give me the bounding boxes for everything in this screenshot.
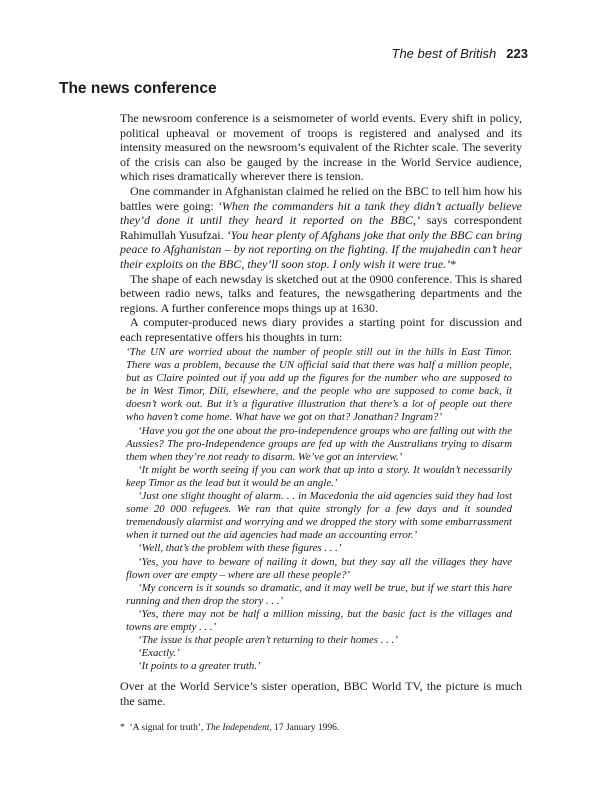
paragraph: The newsroom conference is a seismometer of world events. Every shift in policy, political upheaval or movement of troops is registered and analysed and its intensity measured on the newsroom’s equivalent of the Richter scale. The severity of the crisis can also be gauged by the increase in the World Service audience, which rises dramatically wherever there is tension. xyxy=(120,111,522,184)
quote-line: ‘It points to a greater truth.’ xyxy=(138,660,261,673)
quote-line: ‘Well, that’s the problem with these figures . . .’ xyxy=(138,542,342,555)
quote-line: ‘Yes, you have to beware of nailing it down, but they say all the villages they have flown over are empty – where are all these people?’ xyxy=(126,555,512,581)
text-run: says correspondent Rahimullah Yusufzai. xyxy=(120,213,522,242)
book-title: The best of British xyxy=(391,46,497,61)
quote-line: ‘The UN are worried about the number of people still out in the hills in East Timor. There was a problem, because the UN official said that there was half a million people, but as Claire pointed out if you add up the figures for the number who are supposed to be in West Timor, Dili, elsewhere, and the people who are supposed to come back, it doesn’t work out. But it’s a figurative illustration that there’s a lot of people out there who haven’t come home. What have we got on that? Jonathan? Ingram?’ xyxy=(126,346,512,424)
page-number: 223 xyxy=(506,46,528,61)
footnote-date: , 17 January 1996. xyxy=(269,723,340,733)
footnote xyxy=(120,723,522,733)
footnote-marker: * xyxy=(450,256,457,271)
footnote-marker: * xyxy=(120,723,125,733)
quote-line: ‘My concern is it sounds so dramatic, and it may well be true, but if we start this hare running and then drop the story . . .’ xyxy=(126,581,512,607)
closing-paragraph: Over at the World Service’s sister operation, BBC World TV, the picture is much the same. xyxy=(120,679,522,708)
footnote-source: The Independent xyxy=(205,723,270,733)
body-text xyxy=(120,111,522,345)
quote-run: ‘You hear plenty of Afghans joke that only the BBC can bring peace to Afghanistan – by not reporting on the fighting. If the mujahedin can’t hear their exploits on the BBC, they’ll soon stop. I only wish it were true.’ xyxy=(120,227,522,271)
section-title: The news conference xyxy=(59,80,217,97)
quote-line: ‘It might be worth seeing if you can work that up into a story. It wouldn’t necessarily keep Timor as the lead but it would be an angle.’ xyxy=(126,463,512,489)
footnote-text: ‘A signal for truth’, xyxy=(129,723,206,733)
paragraph xyxy=(120,184,522,272)
quote-line: ‘Have you got the one about the pro-independence groups who are falling out with the Aussies? The pro-Independence groups are fed up with the Australians trying to disarm them when they’re not ready to disarm. We’ve got an interview.’ xyxy=(126,424,512,463)
quote-run: ‘When the commanders hit a tank they didn’t actually believe they’d done it until they heard it reported on the BBC,’ xyxy=(120,198,523,228)
paragraph: The shape of each newsday is sketched out at the 0900 conference. This is shared between radio news, talks and features, the newsgathering departments and the regions. A further conference mops things up at 1630. xyxy=(120,271,522,315)
quote-line: ‘The issue is that people aren’t returning to their homes . . .’ xyxy=(138,634,398,647)
running-header xyxy=(392,46,528,61)
quote-line: ‘Just one slight thought of alarm. . . in Macedonia the aid agencies said they had lost some 20 000 refugees. We ran that quite strongly for a few days and it sounded tremendously alarmist and worrying and we dropped the story with some embarrassment when it turned out the aid agencies had made an accounting error.’ xyxy=(126,490,512,542)
block-quote xyxy=(126,346,512,673)
quote-line: ‘Exactly.’ xyxy=(138,647,180,660)
paragraph: A computer-produced news diary provides a starting point for discussion and each representative offers his thoughts in turn: xyxy=(120,315,522,344)
text-run: One commander in Afghanistan claimed he relied on the BBC to tell him how his battles were going: xyxy=(120,183,522,213)
quote-line: ‘Yes, there may not be half a million missing, but the basic fact is the villages and towns are empty . . .’ xyxy=(126,607,512,633)
